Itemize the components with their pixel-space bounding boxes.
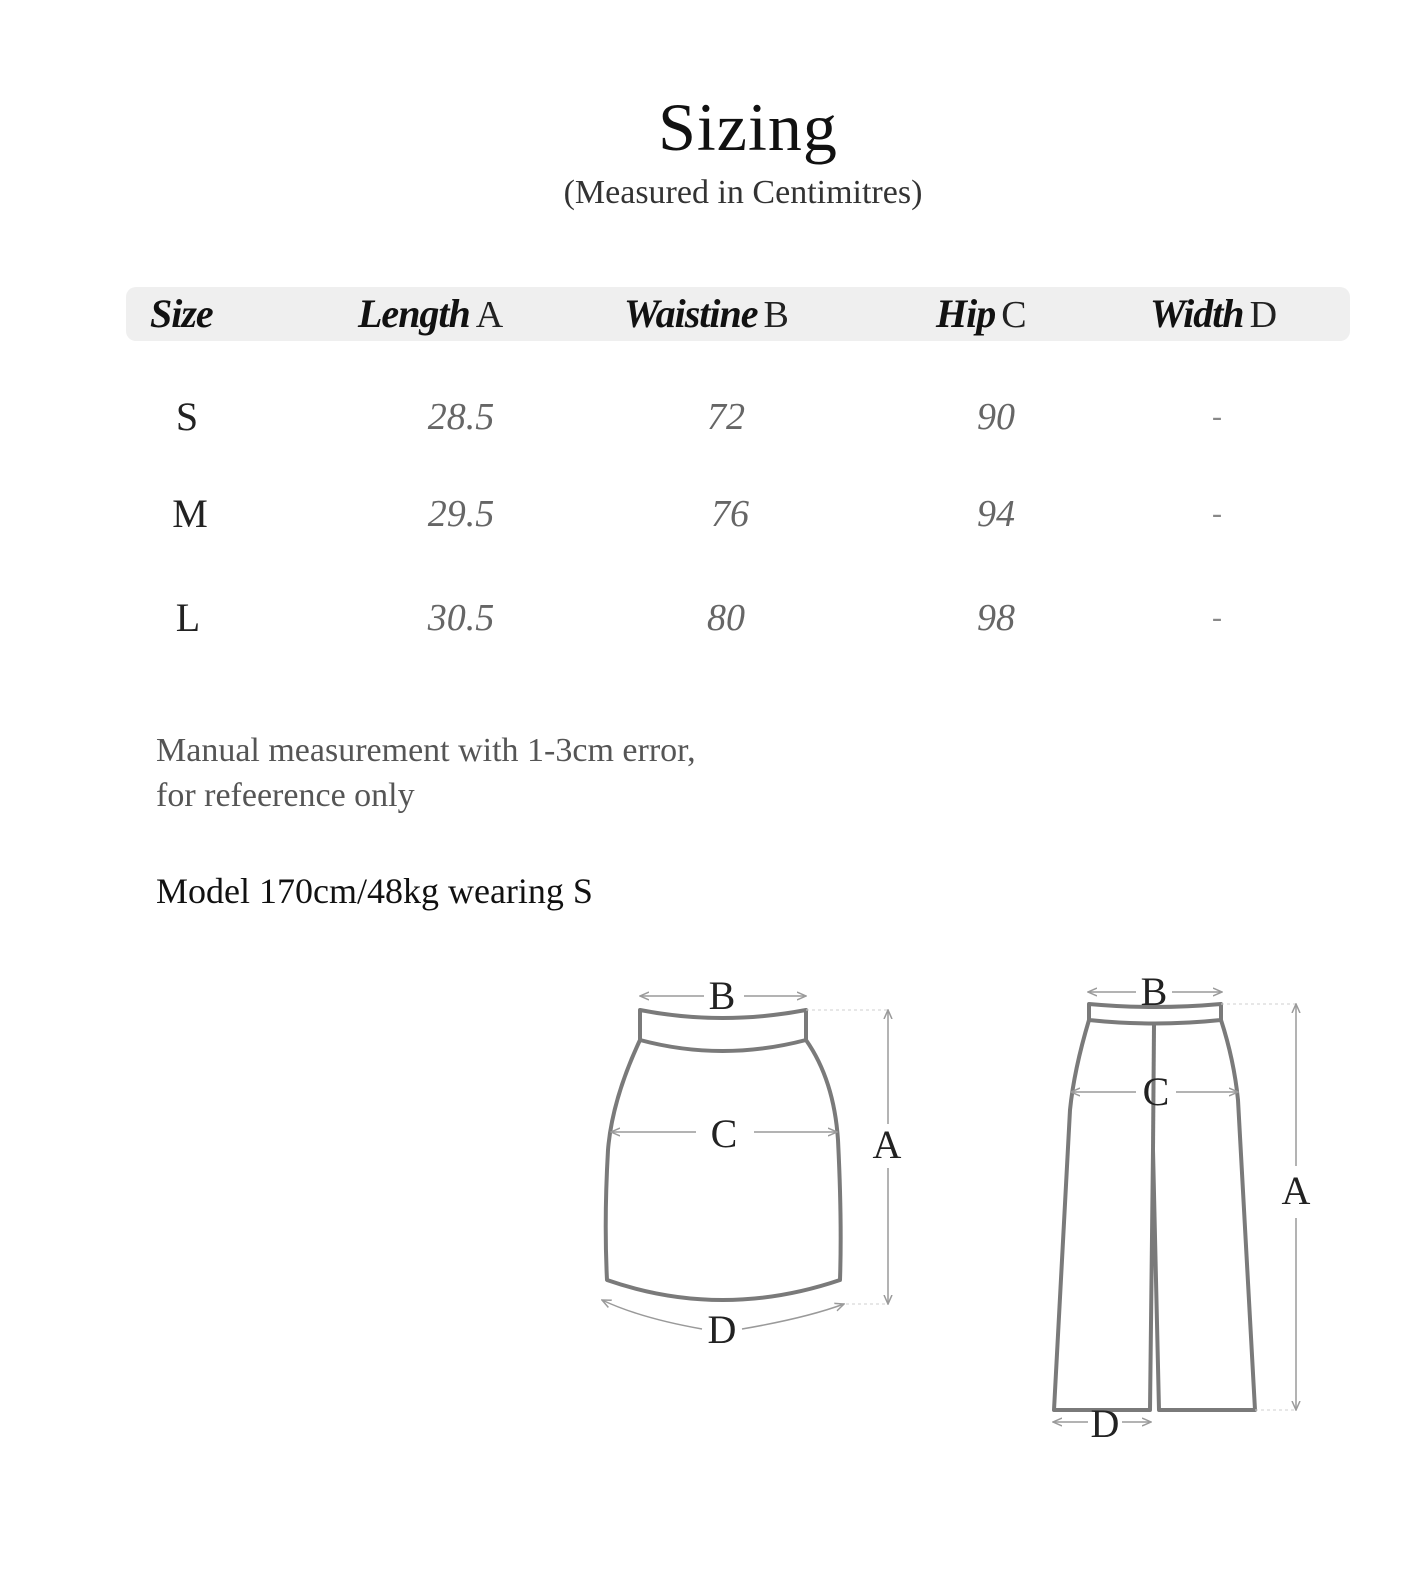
- header-length-label: Length: [358, 291, 470, 336]
- row-waist: 80: [707, 597, 745, 639]
- row-size: L: [175, 595, 201, 640]
- row-length: 29.5: [427, 493, 495, 535]
- row-size: S: [175, 394, 199, 439]
- pants-label-a: A: [1281, 1168, 1311, 1213]
- skirt-body: [606, 1040, 841, 1300]
- header-size-label: Size: [150, 291, 213, 336]
- pants-label-d: D: [1090, 1401, 1120, 1446]
- pants-label-b: B: [1140, 969, 1168, 1014]
- skirt-diagram: [602, 973, 902, 1352]
- header-width-label: Width: [1150, 291, 1244, 336]
- skirt-label-c: C: [710, 1111, 738, 1156]
- skirt-label-d: D: [707, 1307, 737, 1352]
- note-line-1: Manual measurement with 1-3cm error,: [156, 732, 696, 769]
- row-length: 28.5: [427, 396, 495, 438]
- pants-label-c: C: [1142, 1069, 1170, 1114]
- row-hip: 98: [977, 597, 1015, 639]
- skirt-d-arc-right: [742, 1304, 844, 1329]
- header-hip-letter: C: [1001, 294, 1027, 336]
- row-width: -: [1212, 601, 1222, 634]
- skirt-label-b: B: [708, 973, 736, 1018]
- header-waist-label: Waistine: [624, 291, 758, 336]
- row-waist: 76: [711, 493, 749, 535]
- model-info: Model 170cm/48kg wearing S: [156, 871, 593, 911]
- page-subtitle: (Measured in Centimitres): [563, 174, 923, 211]
- row-width: -: [1212, 497, 1222, 530]
- skirt-label-a: A: [872, 1122, 902, 1167]
- header-hip-label: Hip: [936, 291, 996, 336]
- row-hip: 90: [977, 396, 1015, 438]
- header-width-letter: D: [1249, 294, 1278, 336]
- row-hip: 94: [977, 493, 1015, 535]
- row-waist: 72: [707, 396, 745, 438]
- skirt-d-arc-left: [602, 1300, 702, 1329]
- page-title: Sizing: [658, 89, 838, 165]
- pants-diagram: [1053, 969, 1311, 1446]
- header-waist-letter: B: [763, 294, 789, 336]
- header-length-letter: A: [475, 294, 504, 336]
- note-line-2: for refeerence only: [156, 777, 415, 814]
- row-size: M: [172, 491, 208, 536]
- row-width: -: [1212, 400, 1222, 433]
- row-length: 30.5: [427, 597, 495, 639]
